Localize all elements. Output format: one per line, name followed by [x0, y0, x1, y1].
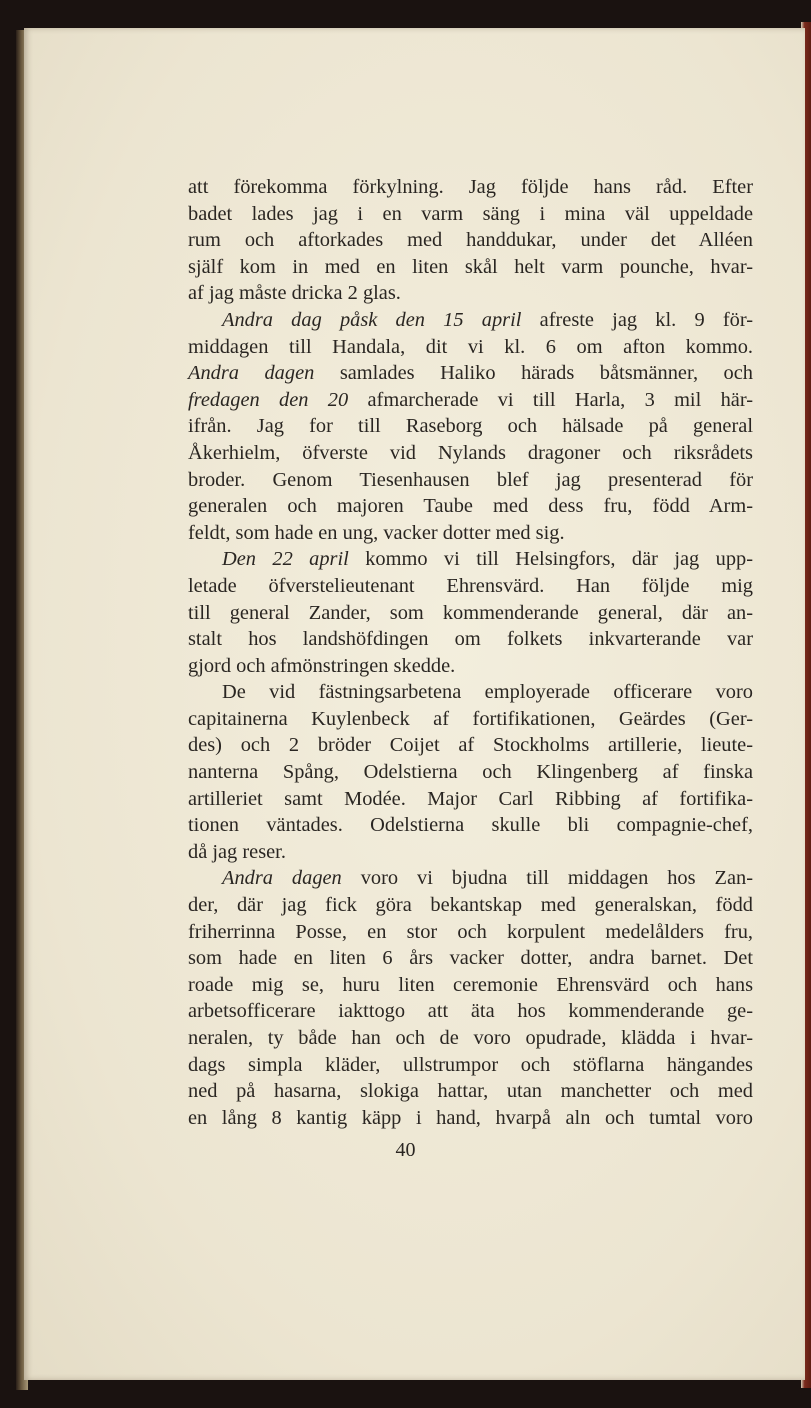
page-number: 40: [395, 1139, 416, 1161]
text-run: des) och 2 bröder Coijet af Stockholms artillerie, lieute-: [188, 734, 753, 757]
italic-text: Den 22 april: [222, 548, 349, 571]
text-run: ned på hasarna, slokiga hattar, utan manchetter och med: [188, 1080, 753, 1103]
text-line: [188, 387, 753, 414]
text-line: [188, 626, 753, 653]
text-line: [188, 919, 753, 946]
text-run: stalt hos landshöfdingen om folkets inkvarterande var: [188, 628, 753, 651]
text-line: [188, 945, 753, 972]
text-run: en lång 8 kantig käpp i hand, hvarpå aln och tumtal voro: [188, 1106, 753, 1129]
text-run: voro vi bjudna till middagen hos Zan-: [341, 867, 754, 890]
text-line: [188, 467, 753, 494]
text-line: [188, 201, 753, 228]
text-line: [188, 998, 753, 1025]
text-line: [188, 440, 753, 467]
text-line: [188, 1078, 753, 1105]
text-run: samlades Haliko härads båtsmänner, och: [314, 362, 753, 385]
italic-text: Andra dag påsk den 15 april: [222, 308, 522, 331]
text-run: artilleriet samt Modée. Major Carl Ribbing af fortifika-: [188, 787, 753, 810]
text-line: [188, 706, 753, 733]
text-run: då jag reser.: [188, 840, 286, 863]
italic-text: Andra dagen: [222, 867, 342, 890]
text-line: [188, 573, 753, 600]
text-run: som hade en liten 6 års vacker dotter, andra barnet. Det: [188, 947, 753, 970]
text-run: tionen väntades. Odelstierna skulle bli compagnie-chef,: [188, 814, 753, 837]
text-line: [188, 280, 753, 307]
text-run: nanterna Spång, Odelstierna och Klingenberg af finska: [188, 761, 753, 784]
text-run: badet lades jag i en varm säng i mina väl uppeldade: [188, 202, 753, 225]
text-run: gjord och afmönstringen skedde.: [188, 654, 456, 677]
text-run: att förekomma förkylning. Jag följde hans råd. Efter: [188, 176, 753, 198]
text-line: [188, 812, 753, 839]
text-line: [188, 307, 753, 334]
text-line: [188, 679, 753, 706]
text-line: [188, 865, 753, 892]
body-text: [188, 174, 753, 1131]
text-run: kommo vi till Helsingfors, där jag upp-: [348, 548, 754, 571]
text-line: [188, 360, 753, 387]
text-run: roade mig se, huru liten ceremonie Ehrensvärd och hans: [188, 973, 753, 996]
text-line: [188, 174, 753, 201]
text-run: friherrinna Posse, en stor och korpulent medelålders fru,: [188, 920, 753, 943]
text-run: rum och aftorkades med handdukar, under det Alléen: [188, 229, 753, 252]
text-line: [188, 1105, 753, 1132]
text-run: neralen, ty både han och de voro opudrade, klädda i hvar-: [188, 1027, 753, 1049]
text-line: [188, 334, 753, 361]
text-line: [188, 227, 753, 254]
text-line: [188, 839, 753, 866]
text-line: [188, 520, 753, 547]
text-line: [188, 1052, 753, 1079]
text-run: afmarcherade vi till Harla, 3 mil här-: [348, 388, 753, 411]
text-run: broder. Genom Tiesenhausen blef jag presenterad för: [188, 468, 753, 491]
text-run: De vid fästningsarbetena employerade officerare voro: [222, 681, 753, 704]
text-line: [188, 546, 753, 573]
text-run: middagen till Handala, dit vi kl. 6 om afton kommo.: [188, 335, 753, 358]
text-run: till general Zander, som kommenderande general, där an-: [188, 601, 753, 624]
text-run: generalen och majoren Taube med dess fru, född Arm-: [188, 495, 753, 518]
text-run: själf kom in med en liten skål helt varm pounche, hvar-: [188, 255, 753, 278]
italic-text: Andra dagen: [188, 362, 315, 385]
text-run: capitainerna Kuylenbeck af fortifikationen, Geärdes (Ger-: [188, 707, 753, 730]
text-line: [188, 254, 753, 281]
text-line: [188, 653, 753, 680]
text-line: [188, 892, 753, 919]
text-line: [188, 786, 753, 813]
text-line: [188, 732, 753, 759]
text-run: ifrån. Jag for till Raseborg och hälsade på general: [188, 415, 753, 438]
text-run: der, där jag fick göra bekantskap med generalskan, född: [188, 894, 753, 917]
text-run: Åkerhielm, öfverste vid Nylands dragoner och riksrådets: [188, 441, 753, 464]
text-run: af jag måste dricka 2 glas.: [188, 282, 401, 305]
text-line: [188, 1025, 753, 1052]
text-line: [188, 600, 753, 627]
text-line: [188, 413, 753, 440]
text-run: afreste jag kl. 9 för-: [521, 308, 753, 331]
text-line: [188, 759, 753, 786]
text-run: arbetsofficerare iakttogo att äta hos kommenderande ge-: [188, 1000, 753, 1023]
text-line: [188, 493, 753, 520]
text-run: feldt, som hade en ung, vacker dotter med sig.: [188, 521, 565, 544]
italic-text: fredagen den 20: [188, 388, 349, 411]
text-run: letade öfverstelieutenant Ehrensvärd. Han följde mig: [188, 574, 753, 597]
text-run: dags simpla kläder, ullstrumpor och stöflarna hängandes: [188, 1053, 753, 1076]
text-line: [188, 972, 753, 999]
